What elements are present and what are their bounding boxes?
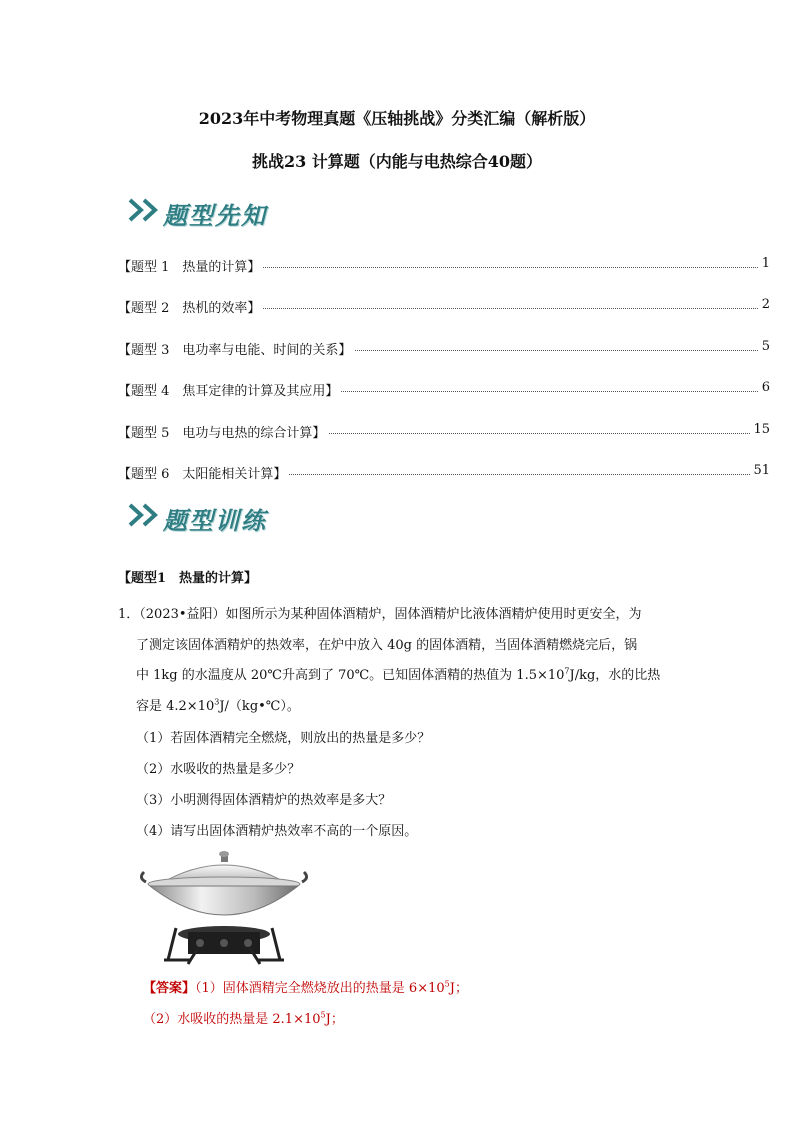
answer-tag: 【答案】 xyxy=(143,981,196,996)
toc-label: 【题型 6 太阳能相关计算】 xyxy=(118,463,289,482)
toc-label: 【题型 4 焦耳定律的计算及其应用】 xyxy=(118,380,341,399)
double-chevron-icon xyxy=(127,502,161,528)
toc-label: 【题型 1 热量的计算】 xyxy=(118,256,263,275)
banner-question-types xyxy=(127,193,287,233)
answer-line-2: （2）水吸收的热量是 $2.1\times 10^5J$； xyxy=(143,1010,344,1027)
toc-label: 【题型 5 电功与电热的综合计算】 xyxy=(118,422,328,441)
toc-label: 【题型 3 电功率与电能、时间的关系】 xyxy=(118,339,354,358)
toc-entry-6[interactable] xyxy=(118,463,770,483)
alcohol-stove-image xyxy=(138,848,310,972)
toc-entry-2[interactable] xyxy=(118,297,770,317)
toc-page: 1 xyxy=(759,256,770,271)
sub-question-3: （3）小明测得固体酒精炉的热效率是多大？ xyxy=(136,793,392,808)
toc-page: 6 xyxy=(759,380,770,395)
question-line-4: 容是 $4.2\times 10^3J/(kg•℃)$。 xyxy=(136,697,300,714)
document-subtitle: 挑战23 计算题（内能与电热综合40题） xyxy=(251,152,543,171)
toc-page: 5 xyxy=(759,339,770,354)
toc-entry-3[interactable] xyxy=(118,339,770,359)
question-line-2: 了测定该固体酒精炉的热效率，在炉中放入 40g 的固体酒精，当固体酒精燃烧完后，锅 xyxy=(136,638,638,653)
banner-question-training xyxy=(127,498,287,538)
double-chevron-icon xyxy=(127,197,161,223)
toc-entry-5[interactable] xyxy=(118,422,770,442)
section-heading: 【题型1 热量的计算】 xyxy=(118,571,258,586)
toc-page: 2 xyxy=(759,297,770,312)
question-line-1: 1．（2023•益阳）如图所示为某种固体酒精炉，固体酒精炉比液体酒精炉使用时更安全，为 xyxy=(118,607,642,622)
toc-entry-4[interactable] xyxy=(118,380,770,400)
toc-label: 【题型 2 热机的效率】 xyxy=(118,297,263,316)
sub-question-1: （1）若固体酒精完全燃烧，则放出的热量是多少？ xyxy=(136,731,431,746)
toc-page: 15 xyxy=(750,422,770,437)
toc-page: 51 xyxy=(750,463,770,478)
question-line-3: 中 1kg 的水温度从 20℃升高到了 70℃。已知固体酒精的热值为 $1.5\times 10^7J/kg$，水的比热 xyxy=(136,666,661,683)
toc-entry-1[interactable] xyxy=(118,256,770,276)
banner-title: 题型先知 xyxy=(163,201,267,230)
banner-title: 题型训练 xyxy=(163,506,267,535)
document-title: 2023年中考物理真题《压轴挑战》分类汇编（解析版） xyxy=(198,109,596,128)
sub-question-4: （4）请写出固体酒精炉热效率不高的一个原因。 xyxy=(136,824,418,839)
answer-line-1: 【答案】（1）固体酒精完全燃烧放出的热量是 $6\times 10^5J$； xyxy=(143,979,468,996)
sub-question-2: （2）水吸收的热量是多少？ xyxy=(136,762,301,777)
